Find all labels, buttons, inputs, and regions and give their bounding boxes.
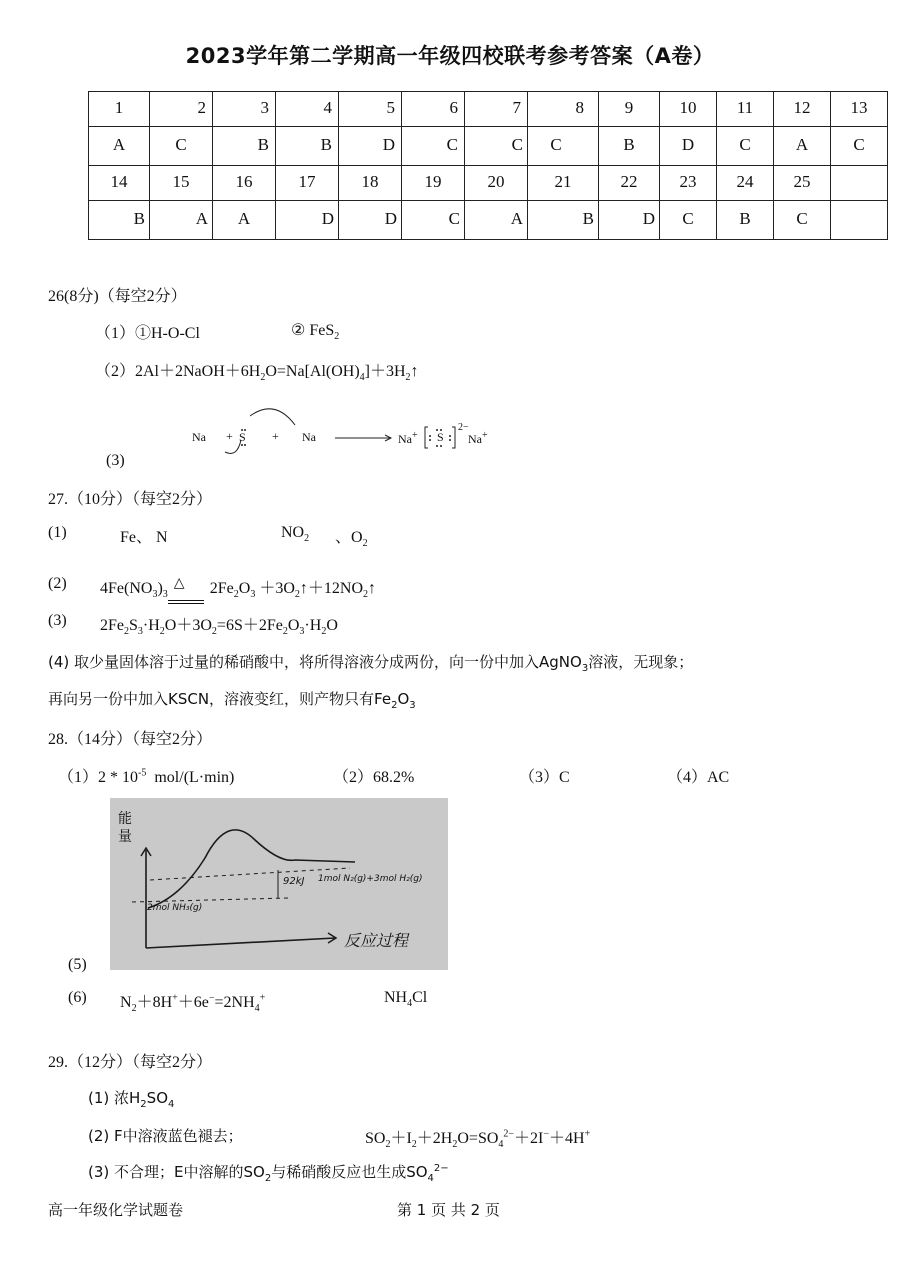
table-cell: D: [642, 209, 655, 228]
table-cell: C: [446, 135, 458, 154]
q29-p2: (2) F中溶液蓝色褪去；: [88, 1127, 243, 1145]
table-cell: B: [133, 209, 145, 228]
table-cell: 25: [793, 172, 811, 191]
q28-p6-b: $NH_4Cl$: [384, 989, 428, 1010]
dot-s-ion: S: [437, 430, 444, 444]
q27-p3-label: (3): [48, 612, 67, 629]
table-cell: 20: [487, 172, 505, 191]
table-cell: 15: [172, 172, 190, 191]
table-cell: D: [321, 209, 334, 228]
table-cell: 12: [793, 98, 811, 117]
dot-s-atom: S: [239, 430, 246, 444]
table-cell: A: [195, 209, 208, 228]
table-cell: C: [550, 135, 562, 154]
q29-p3: (3) 不合理；E中溶解的$SO_2$与稀硝酸反应也生成$SO_4^{2-}$: [88, 1163, 449, 1184]
table-cell: A: [112, 135, 126, 154]
table-row: [89, 201, 888, 240]
q28-p3: （3）C: [519, 769, 570, 786]
electron-dot-diagram: [185, 400, 515, 472]
graph-xlabel: 反应过程: [344, 931, 409, 950]
table-cell: 17: [298, 172, 316, 191]
table-cell: 18: [361, 172, 379, 191]
q29-p2-eq: $SO_2+I_2+2H_2O=SO_4^{2-}+2I^-+4H^+$: [365, 1128, 591, 1151]
q26-p1-b-sub: 2: [334, 331, 340, 343]
q27-p3-eq: $2Fe_2S_3\cdot H_2O+3O_2=6S+2Fe_2O_3\cdot H_2O$: [100, 617, 338, 638]
table-cell: C: [175, 135, 187, 154]
q28-header: 28.（14分）（每空2分）: [48, 731, 213, 748]
q28-p5-label: (5): [68, 956, 87, 973]
graph-label-bottom: 2mol NH₃(g): [147, 903, 203, 913]
q29-header: 29.（12分）（每空2分）: [48, 1054, 213, 1071]
q28-p4: （4）AC: [667, 769, 730, 786]
q27-p4-line1: (4) 取少量固体溶于过量的稀硝酸中，将所得溶液分成两份，向一份中加入AgNO$_3$溶液，无现象；: [48, 653, 694, 674]
table-cell: 3: [260, 98, 269, 117]
table-cell: 19: [424, 172, 442, 191]
q29-p1: (1) 浓$H_2SO_4$: [88, 1089, 175, 1110]
q27-header: 27.（10分）（每空2分）: [48, 491, 213, 508]
page-title: 2023学年第二学期高一年级四校联考参考答案（A卷）: [185, 44, 715, 68]
q26-p3-label: (3): [106, 452, 125, 469]
table-cell: D: [681, 135, 695, 154]
table-cell: C: [739, 135, 751, 154]
q27-p2-eq: $4Fe(NO_3)_3$ △ $2Fe_2O_3$ $+3O_2↑+12NO_2↑$: [100, 575, 376, 600]
table-cell: C: [796, 209, 808, 228]
footer-left: 高一年级化学试题卷: [48, 1201, 184, 1219]
dot-na-ion-left: Na+: [398, 430, 418, 446]
table-cell: 11: [736, 98, 754, 117]
q28-p6-label: (6): [68, 989, 87, 1006]
table-cell: 16: [235, 172, 253, 191]
dot-na-ion-right: Na+: [468, 430, 488, 446]
table-cell: 8: [575, 98, 584, 117]
q27-p1-b: $NO_2$: [281, 524, 310, 545]
graph-label-delta: 92kJ: [283, 876, 305, 887]
electron-arrow-2: [250, 409, 295, 425]
table-cell: A: [237, 209, 251, 228]
q26-p1-b: ② FeS: [291, 322, 335, 339]
table-cell: 24: [736, 172, 754, 191]
q27-p1-c: 、$O_2$: [335, 529, 368, 550]
table-cell: B: [739, 209, 751, 228]
dot-plus-1: +: [226, 429, 233, 443]
q28-p6-eq: $N_2+8H^++6e^-=2NH_4^+$: [120, 992, 266, 1015]
graph-ylabel: 能量: [118, 811, 132, 845]
footer-page-number: 第 1 页 共 2 页: [397, 1201, 500, 1219]
table-cell: C: [682, 209, 694, 228]
table-cell: 10: [679, 98, 697, 117]
q26-header: [48, 283, 187, 306]
dot-na-right: Na: [302, 430, 316, 444]
table-cell: B: [582, 209, 594, 228]
q26-p2-text: （2）2Al＋2NaOH＋6H: [95, 363, 261, 380]
q26-header-text: 26(8分)（每空2分）: [48, 288, 187, 305]
table-cell: A: [795, 135, 809, 154]
q26-p1-a: （1）①H-O-Cl: [95, 325, 200, 342]
table-cell: 21: [554, 172, 572, 191]
table-cell: C: [448, 209, 460, 228]
table-cell: 7: [512, 98, 521, 117]
table-cell: 23: [679, 172, 697, 191]
table-cell: D: [382, 135, 395, 154]
table-cell: B: [257, 135, 269, 154]
table-row: [89, 166, 888, 201]
answer-table: [88, 91, 888, 240]
table-cell: 2: [197, 98, 206, 117]
table-cell: 6: [449, 98, 458, 117]
q27-p2-label: (2): [48, 575, 67, 592]
q27-p1-a: Fe、 N: [120, 529, 168, 546]
table-cell: [831, 201, 887, 209]
table-cell: C: [853, 135, 865, 154]
table-cell: 9: [624, 98, 634, 117]
table-cell: C: [511, 135, 523, 154]
table-cell: 1: [114, 98, 124, 117]
q28-p2: （2）68.2%: [333, 769, 415, 786]
q26-part1: [95, 320, 200, 343]
energy-diagram-photo: [110, 798, 448, 970]
q27-p1-label: (1): [48, 524, 67, 541]
q27-p4-line2: 再向另一份中加入KSCN，溶液变红，则产物只有$Fe_2O_3$: [48, 690, 416, 711]
dot-s-charge: 2−: [458, 422, 469, 433]
table-cell: A: [510, 209, 523, 228]
dot-plus-2: +: [272, 429, 279, 443]
table-cell: B: [320, 135, 332, 154]
table-row: [89, 92, 888, 127]
table-cell: B: [623, 135, 635, 154]
table-cell: 22: [620, 172, 638, 191]
q28-p1: $(1)2 * 10^{-5}$ mol/(L·min): [58, 767, 235, 786]
graph-label-top: 1mol N₂(g)+3mol H₂(g): [318, 874, 423, 884]
table-cell: 13: [850, 98, 868, 117]
dot-na-left: Na: [192, 430, 206, 444]
heat-triangle: △: [173, 576, 185, 591]
q26-part1b: [291, 320, 339, 342]
q26-part2: $(2)2Al+2NaOH+6H_2O=Na[Al(OH)_4]+3H_2↑$: [95, 363, 419, 384]
table-cell: [831, 166, 887, 172]
table-cell: 5: [386, 98, 395, 117]
table-row: [89, 127, 888, 166]
table-cell: 4: [323, 98, 332, 117]
table-cell: D: [384, 209, 397, 228]
table-cell: 14: [110, 172, 128, 191]
